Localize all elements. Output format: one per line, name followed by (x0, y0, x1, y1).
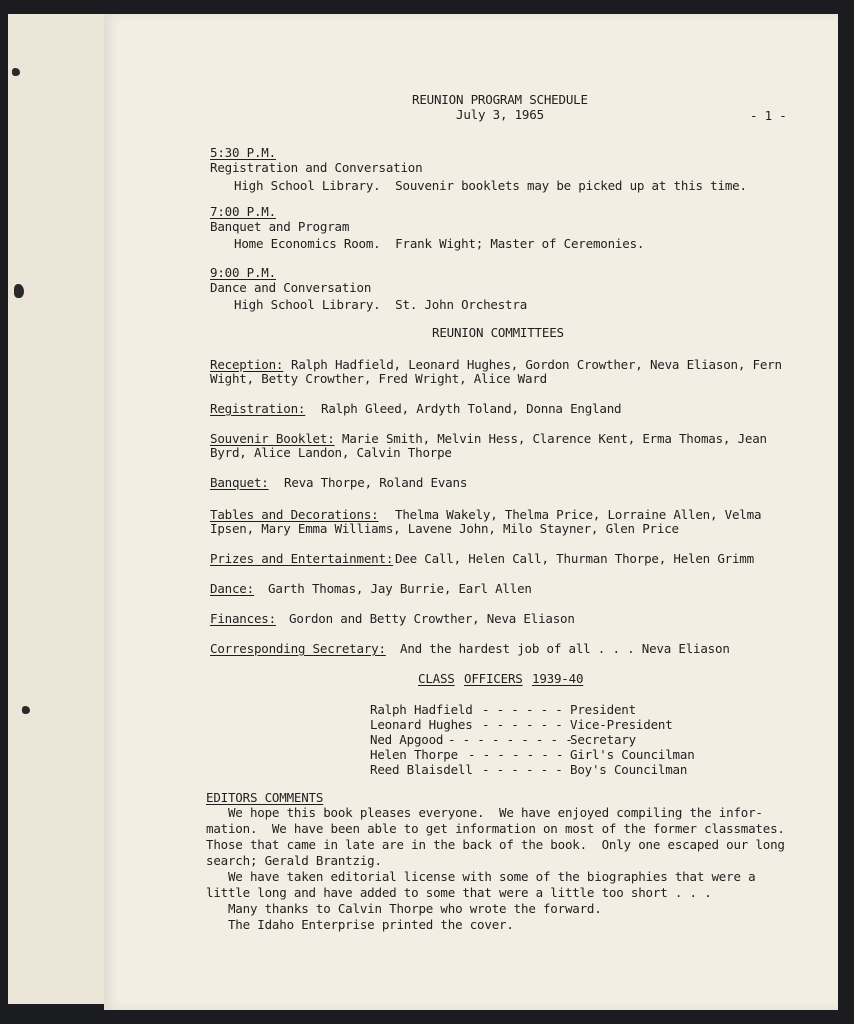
schedule-time: 9:00 P.M. (210, 265, 276, 280)
committee-members: Reva Thorpe, Roland Evans (284, 475, 468, 490)
schedule-time: 5:30 P.M. (210, 145, 276, 160)
committee-members: Dee Call, Helen Call, Thurman Thorpe, Helen Grimm (395, 551, 754, 566)
previous-page-edge (8, 14, 105, 1004)
committee-members: Marie Smith, Melvin Hess, Clarence Kent, Erma Thomas, Jean (342, 431, 767, 446)
committee-members: Ralph Hadfield, Leonard Hughes, Gordon Crowther, Neva Eliason, Fern (291, 357, 782, 372)
officer-role: Girl's Councilman (570, 747, 695, 762)
binding-hole (22, 706, 30, 714)
committee-members: Ralph Gleed, Ardyth Toland, Donna England (321, 401, 622, 416)
officer-leader: - - - - - - (482, 702, 563, 717)
document-date: July 3, 1965 (456, 107, 544, 122)
committee-members-cont: Ipsen, Mary Emma Williams, Lavene John, Milo Stayner, Glen Price (210, 521, 679, 536)
schedule-detail: High School Library. St. John Orchestra (234, 297, 528, 312)
editors-heading: EDITORS COMMENTS (206, 790, 324, 805)
officer-name: Ned Apgood (370, 732, 444, 747)
officer-name: Ralph Hadfield (370, 702, 473, 717)
schedule-time: 7:00 P.M. (210, 204, 276, 219)
officer-role: Secretary (570, 732, 636, 747)
committee-label: Dance: (210, 581, 254, 596)
editors-line: The Idaho Enterprise printed the cover. (206, 917, 514, 932)
committee-label: Corresponding Secretary: (210, 641, 386, 656)
officer-name: Helen Thorpe (370, 747, 458, 762)
committee-label: Reception: (210, 357, 284, 372)
officer-role: President (570, 702, 636, 717)
editors-line: little long and have added to some that were a little too short . . . (206, 885, 712, 900)
binding-hole (12, 68, 20, 76)
committee-members: Thelma Wakely, Thelma Price, Lorraine Allen, Velma (395, 507, 762, 522)
committee-label: Banquet: (210, 475, 269, 490)
officers-heading-class: CLASS (418, 671, 455, 686)
schedule-event: Registration and Conversation (210, 160, 423, 175)
document-title: REUNION PROGRAM SCHEDULE (412, 92, 588, 107)
schedule-event: Banquet and Program (210, 219, 350, 234)
committee-label: Souvenir Booklet: (210, 431, 335, 446)
committee-members-cont: Wight, Betty Crowther, Fred Wright, Alice Ward (210, 371, 547, 386)
officers-heading-year: 1939-40 (532, 671, 584, 686)
committee-members: And the hardest job of all . . . Neva Eliason (400, 641, 730, 656)
binding-hole (14, 284, 24, 298)
officer-role: Vice-President (570, 717, 673, 732)
committee-members: Garth Thomas, Jay Burrie, Earl Allen (268, 581, 532, 596)
officer-leader: - - - - - - (482, 717, 563, 732)
editors-line: search; Gerald Brantzig. (206, 853, 382, 868)
officer-leader: - - - - - - (482, 762, 563, 777)
committee-label: Tables and Decorations: (210, 507, 379, 522)
committee-label: Prizes and Entertainment: (210, 551, 394, 566)
officer-role: Boy's Councilman (570, 762, 688, 777)
committees-heading: REUNION COMMITTEES (432, 325, 564, 340)
editors-line: Many thanks to Calvin Thorpe who wrote the forward. (206, 901, 602, 916)
editors-line: We hope this book pleases everyone. We have enjoyed compiling the infor- (206, 805, 763, 820)
editors-line: We have taken editorial license with some of the biographies that were a (206, 869, 756, 884)
document-page (104, 14, 838, 1010)
page-number: - 1 - (750, 108, 787, 123)
officer-leader: - - - - - - - (468, 747, 564, 762)
schedule-detail: Home Economics Room. Frank Wight; Master of Ceremonies. (234, 236, 645, 251)
editors-line: mation. We have been able to get information on most of the former classmates. (206, 821, 785, 836)
officer-leader: - - - - - - - - - (448, 732, 573, 747)
committee-members: Gordon and Betty Crowther, Neva Eliason (289, 611, 575, 626)
officer-name: Leonard Hughes (370, 717, 473, 732)
officers-heading-officers: OFFICERS (464, 671, 523, 686)
editors-line: Those that came in late are in the back of the book. Only one escaped our long (206, 837, 785, 852)
committee-label: Registration: (210, 401, 306, 416)
schedule-detail: High School Library. Souvenir booklets may be picked up at this time. (234, 178, 747, 193)
officer-name: Reed Blaisdell (370, 762, 473, 777)
schedule-event: Dance and Conversation (210, 280, 372, 295)
committee-label: Finances: (210, 611, 276, 626)
committee-members-cont: Byrd, Alice Landon, Calvin Thorpe (210, 445, 452, 460)
